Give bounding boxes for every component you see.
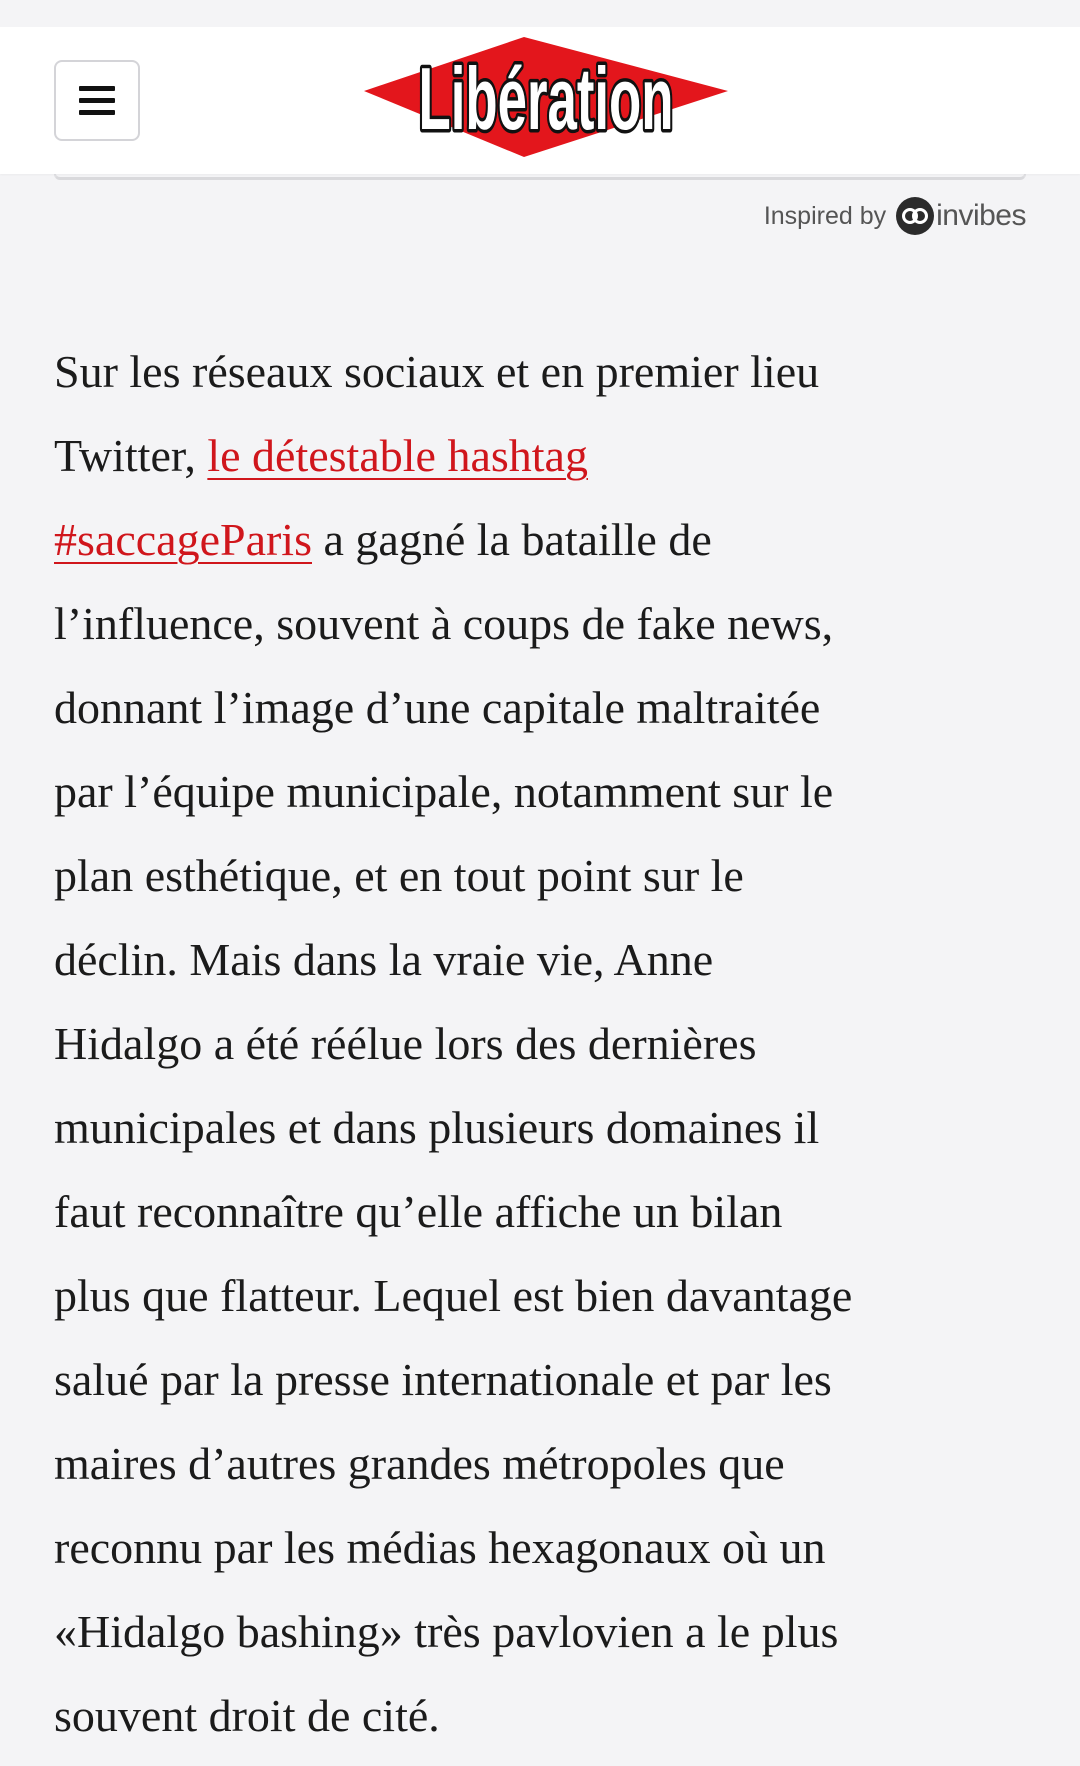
inspired-by-label: Inspired by [763,201,887,230]
article-line: par l’équipe municipale, notamment sur le [54,766,834,817]
article-line: souvent droit de cité. [54,1690,440,1741]
logo-text-fill: Libération [418,49,674,148]
article-text: a gagné la bataille de [312,514,712,565]
article-line [54,498,1034,582]
article-line: municipales et dans plusieurs domaines il [54,1102,820,1153]
article-line: plan esthétique, et en tout point sur le [54,850,744,901]
article-line: donnant l’image d’une capitale maltraitée [54,682,821,733]
article-line [54,414,1034,498]
article-link-hashtag[interactable]: le détestable hashtag [207,430,588,481]
article-line: Hidalgo a été réélue lors des dernières [54,1018,757,1069]
article-line: salué par la presse internationale et par les [54,1354,832,1405]
ad-attribution[interactable] [764,196,1026,236]
hamburger-menu-icon [79,86,115,116]
liberation-logo[interactable] [364,33,728,169]
article-line: «Hidalgo bashing» très pavlovien a le plus [54,1606,839,1657]
article-line: déclin. Mais dans la vraie vie, Anne [54,934,714,985]
invibes-logo-icon [896,197,934,235]
article-line: plus que flatteur. Lequel est bien davantage [54,1270,853,1321]
menu-button[interactable] [54,60,140,141]
invibes-brand [896,197,1026,235]
article-line: l’influence, souvent à coups de fake news, [54,598,834,649]
article-body [54,330,1034,1758]
logo-text: Libération [418,49,674,148]
article-line: reconnu par les médias hexagonaux où un [54,1522,826,1573]
status-bar [0,0,1080,27]
article-text: Twitter, [54,430,208,481]
article-line: Sur les réseaux sociaux et en premier lieu [54,346,820,397]
article-link-saccageparis[interactable]: #saccageParis [54,514,312,565]
invibes-brand-name: invibes [936,199,1026,232]
article-line: maires d’autres grandes métropoles que [54,1438,785,1489]
site-header [0,27,1080,174]
article-line: faut reconnaître qu’elle affiche un bilan [54,1186,783,1237]
